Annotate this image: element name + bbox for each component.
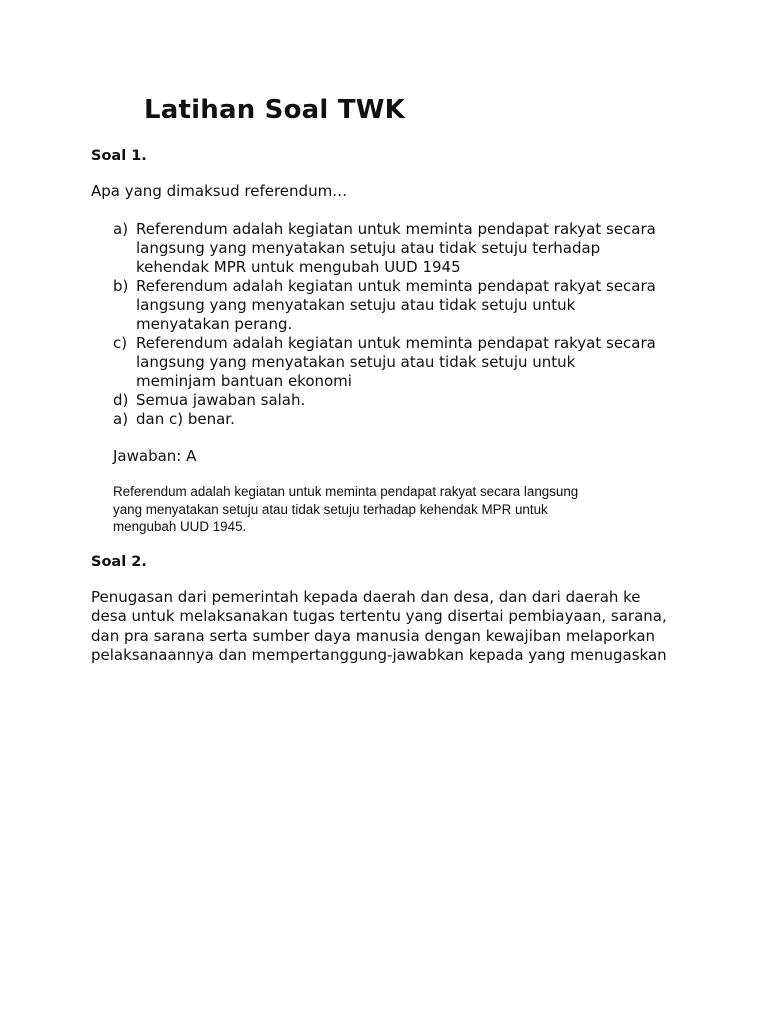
option-marker: a): [113, 220, 129, 238]
explanation-line: mengubah UUD 1945.: [113, 519, 247, 534]
question-1-answer: Jawaban: A: [113, 447, 197, 465]
option-text-line: langsung yang menyatakan setuju atau tidak setuju terhadap: [136, 239, 601, 257]
option-marker: b): [113, 277, 129, 295]
option-marker: a): [113, 410, 129, 428]
option-item: [113, 334, 673, 391]
option-item: [113, 391, 673, 410]
option-text-line: dan c) benar.: [136, 410, 235, 428]
option-marker: c): [113, 334, 128, 352]
explanation-line: yang menyatakan setuju atau tidak setuju terhadap kehendak MPR untuk: [113, 501, 548, 517]
question-1-options: [113, 220, 673, 429]
option-item: [113, 410, 673, 429]
question-1-explanation: [113, 483, 578, 536]
option-text-line: Semua jawaban salah.: [136, 391, 306, 409]
option-text-line: Referendum adalah kegiatan untuk meminta pendapat rakyat secara: [136, 220, 656, 238]
prompt-line: pelaksanaannya dan mempertanggung-jawabkan kepada yang menugaskan: [91, 645, 667, 664]
option-item: [113, 277, 673, 334]
option-item: [113, 220, 673, 277]
question-2-heading: Soal 2.: [91, 554, 147, 570]
option-text-line: langsung yang menyatakan setuju atau tidak setuju untuk: [136, 353, 576, 371]
document-title: Latihan Soal TWK: [144, 95, 405, 125]
option-text-line: menyatakan perang.: [136, 315, 293, 333]
option-marker: d): [113, 391, 129, 409]
prompt-line: desa untuk melaksanakan tugas tertentu yang disertai pembiayaan, sarana,: [91, 607, 667, 626]
option-text-line: Referendum adalah kegiatan untuk meminta pendapat rakyat secara: [136, 277, 656, 295]
question-1-heading: Soal 1.: [91, 148, 147, 164]
option-text-line: Referendum adalah kegiatan untuk meminta pendapat rakyat secara: [136, 334, 656, 352]
explanation-line: Referendum adalah kegiatan untuk meminta pendapat rakyat secara langsung: [113, 484, 579, 499]
option-text-line: langsung yang menyatakan setuju atau tidak setuju untuk: [136, 296, 576, 314]
question-2-prompt: [91, 588, 667, 665]
option-text-line: kehendak MPR untuk mengubah UUD 1945: [136, 258, 461, 276]
prompt-line: Penugasan dari pemerintah kepada daerah dan desa, dan dari daerah ke: [91, 588, 641, 606]
prompt-line: dan pra sarana serta sumber daya manusia dengan kewajiban melaporkan: [91, 626, 656, 645]
question-1-prompt: Apa yang dimaksud referendum…: [91, 182, 348, 200]
option-text-line: meminjam bantuan ekonomi: [136, 372, 352, 390]
